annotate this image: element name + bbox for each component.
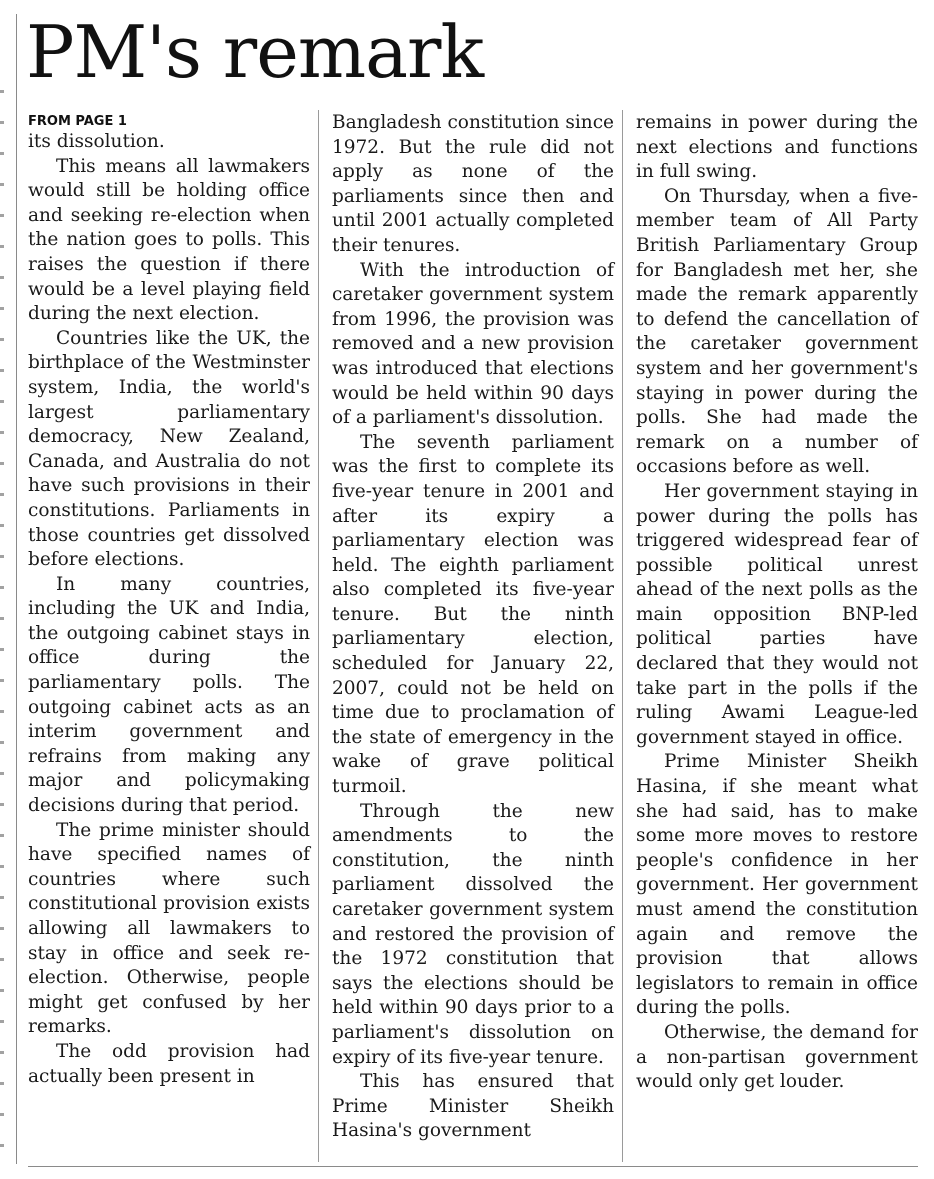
paragraph: Her government staying in power during the polls has triggered widespread fear of possible political unrest ahead of the next polls as the main opposition BNP-led political parties have declared that they would not take part in the polls if the ruling Awami League-led government stayed in office. xyxy=(636,480,918,748)
jump-label: FROM PAGE 1 xyxy=(28,114,127,129)
paragraph: Otherwise, the demand for a non-partisan government would only get louder. xyxy=(636,1021,918,1093)
paragraph: This means all lawmakers would still be holding office and seeking re-election when the nation goes to polls. This raises the question if there would be a level playing field during the next election. xyxy=(28,155,310,325)
headline: PM's remark xyxy=(26,10,484,94)
paragraph: Through the new amendments to the constitution, the ninth parliament dissolved the caretaker government system and restored the provision of the 1972 constitution that says the elections should be held within 90 days prior to a parliament's dissolution on expiry of its five-year tenure. xyxy=(332,800,614,1068)
paragraph: On Thursday, when a five-member team of All Party British Parliamentary Group for Bangladesh met her, she made the remark apparently to defend the cancellation of the caretaker government system and her government's staying in power during the polls. She had made the remark on a number of occasions before as well. xyxy=(636,185,918,478)
paragraph: The prime minister should have specified names of countries where such constitutional provision exists allowing all lawmakers to stay in office and seek re-election. Otherwise, people might get confused by her remarks. xyxy=(28,819,310,1038)
paragraph: The odd provision had actually been present in xyxy=(28,1040,310,1087)
left-margin-crop-marks xyxy=(0,90,4,1150)
paragraph: Prime Minister Sheikh Hasina, if she meant what she had said, has to make some more moves to restore people's confidence in her government. Her government must amend the constitution again and remove the provision that allows legislators to remain in office during the polls. xyxy=(636,751,918,1019)
article-column-1 xyxy=(28,111,310,1089)
column-rule-2 xyxy=(622,110,623,1162)
paragraph: its dissolution. xyxy=(28,131,165,152)
article-column-3 xyxy=(636,111,918,1095)
paragraph: This has ensured that Prime Minister Sheikh Hasina's government xyxy=(332,1071,614,1142)
paragraph: Bangladesh constitution since 1972. But the rule did not apply as none of the parliaments since then and until 2001 actually completed their tenures. xyxy=(332,112,614,256)
paragraph: In many countries, including the UK and India, the outgoing cabinet stays in office during the parliamentary polls. The outgoing cabinet acts as an interim government and refrains from making any major and policymaking decisions during that period. xyxy=(28,573,310,817)
article-column-2 xyxy=(332,111,614,1144)
bottom-rule xyxy=(28,1166,918,1167)
paragraph: Countries like the UK, the birthplace of the Westminster system, India, the world's largest parliamentary democracy, New Zealand, Canada, and Australia do not have such provisions in their constitutions. Parliaments in those countries get dissolved before elections. xyxy=(28,327,310,571)
paragraph: The seventh parliament was the first to complete its five-year tenure in 2001 and after its expiry a parliamentary election was held. The eighth parliament also completed its five-year tenure. But the ninth parliamentary election, scheduled for January 22, 2007, could not be held on time due to proclamation of the state of emergency in the wake of grave political turmoil. xyxy=(332,431,614,798)
paragraph: remains in power during the next elections and functions in full swing. xyxy=(636,112,918,183)
paragraph: With the introduction of caretaker government system from 1996, the provision was removed and a new provision was introduced that elections would be held within 90 days of a parliament's dissolution. xyxy=(332,259,614,429)
left-margin-rule xyxy=(16,14,17,1164)
column-rule-1 xyxy=(318,110,319,1162)
